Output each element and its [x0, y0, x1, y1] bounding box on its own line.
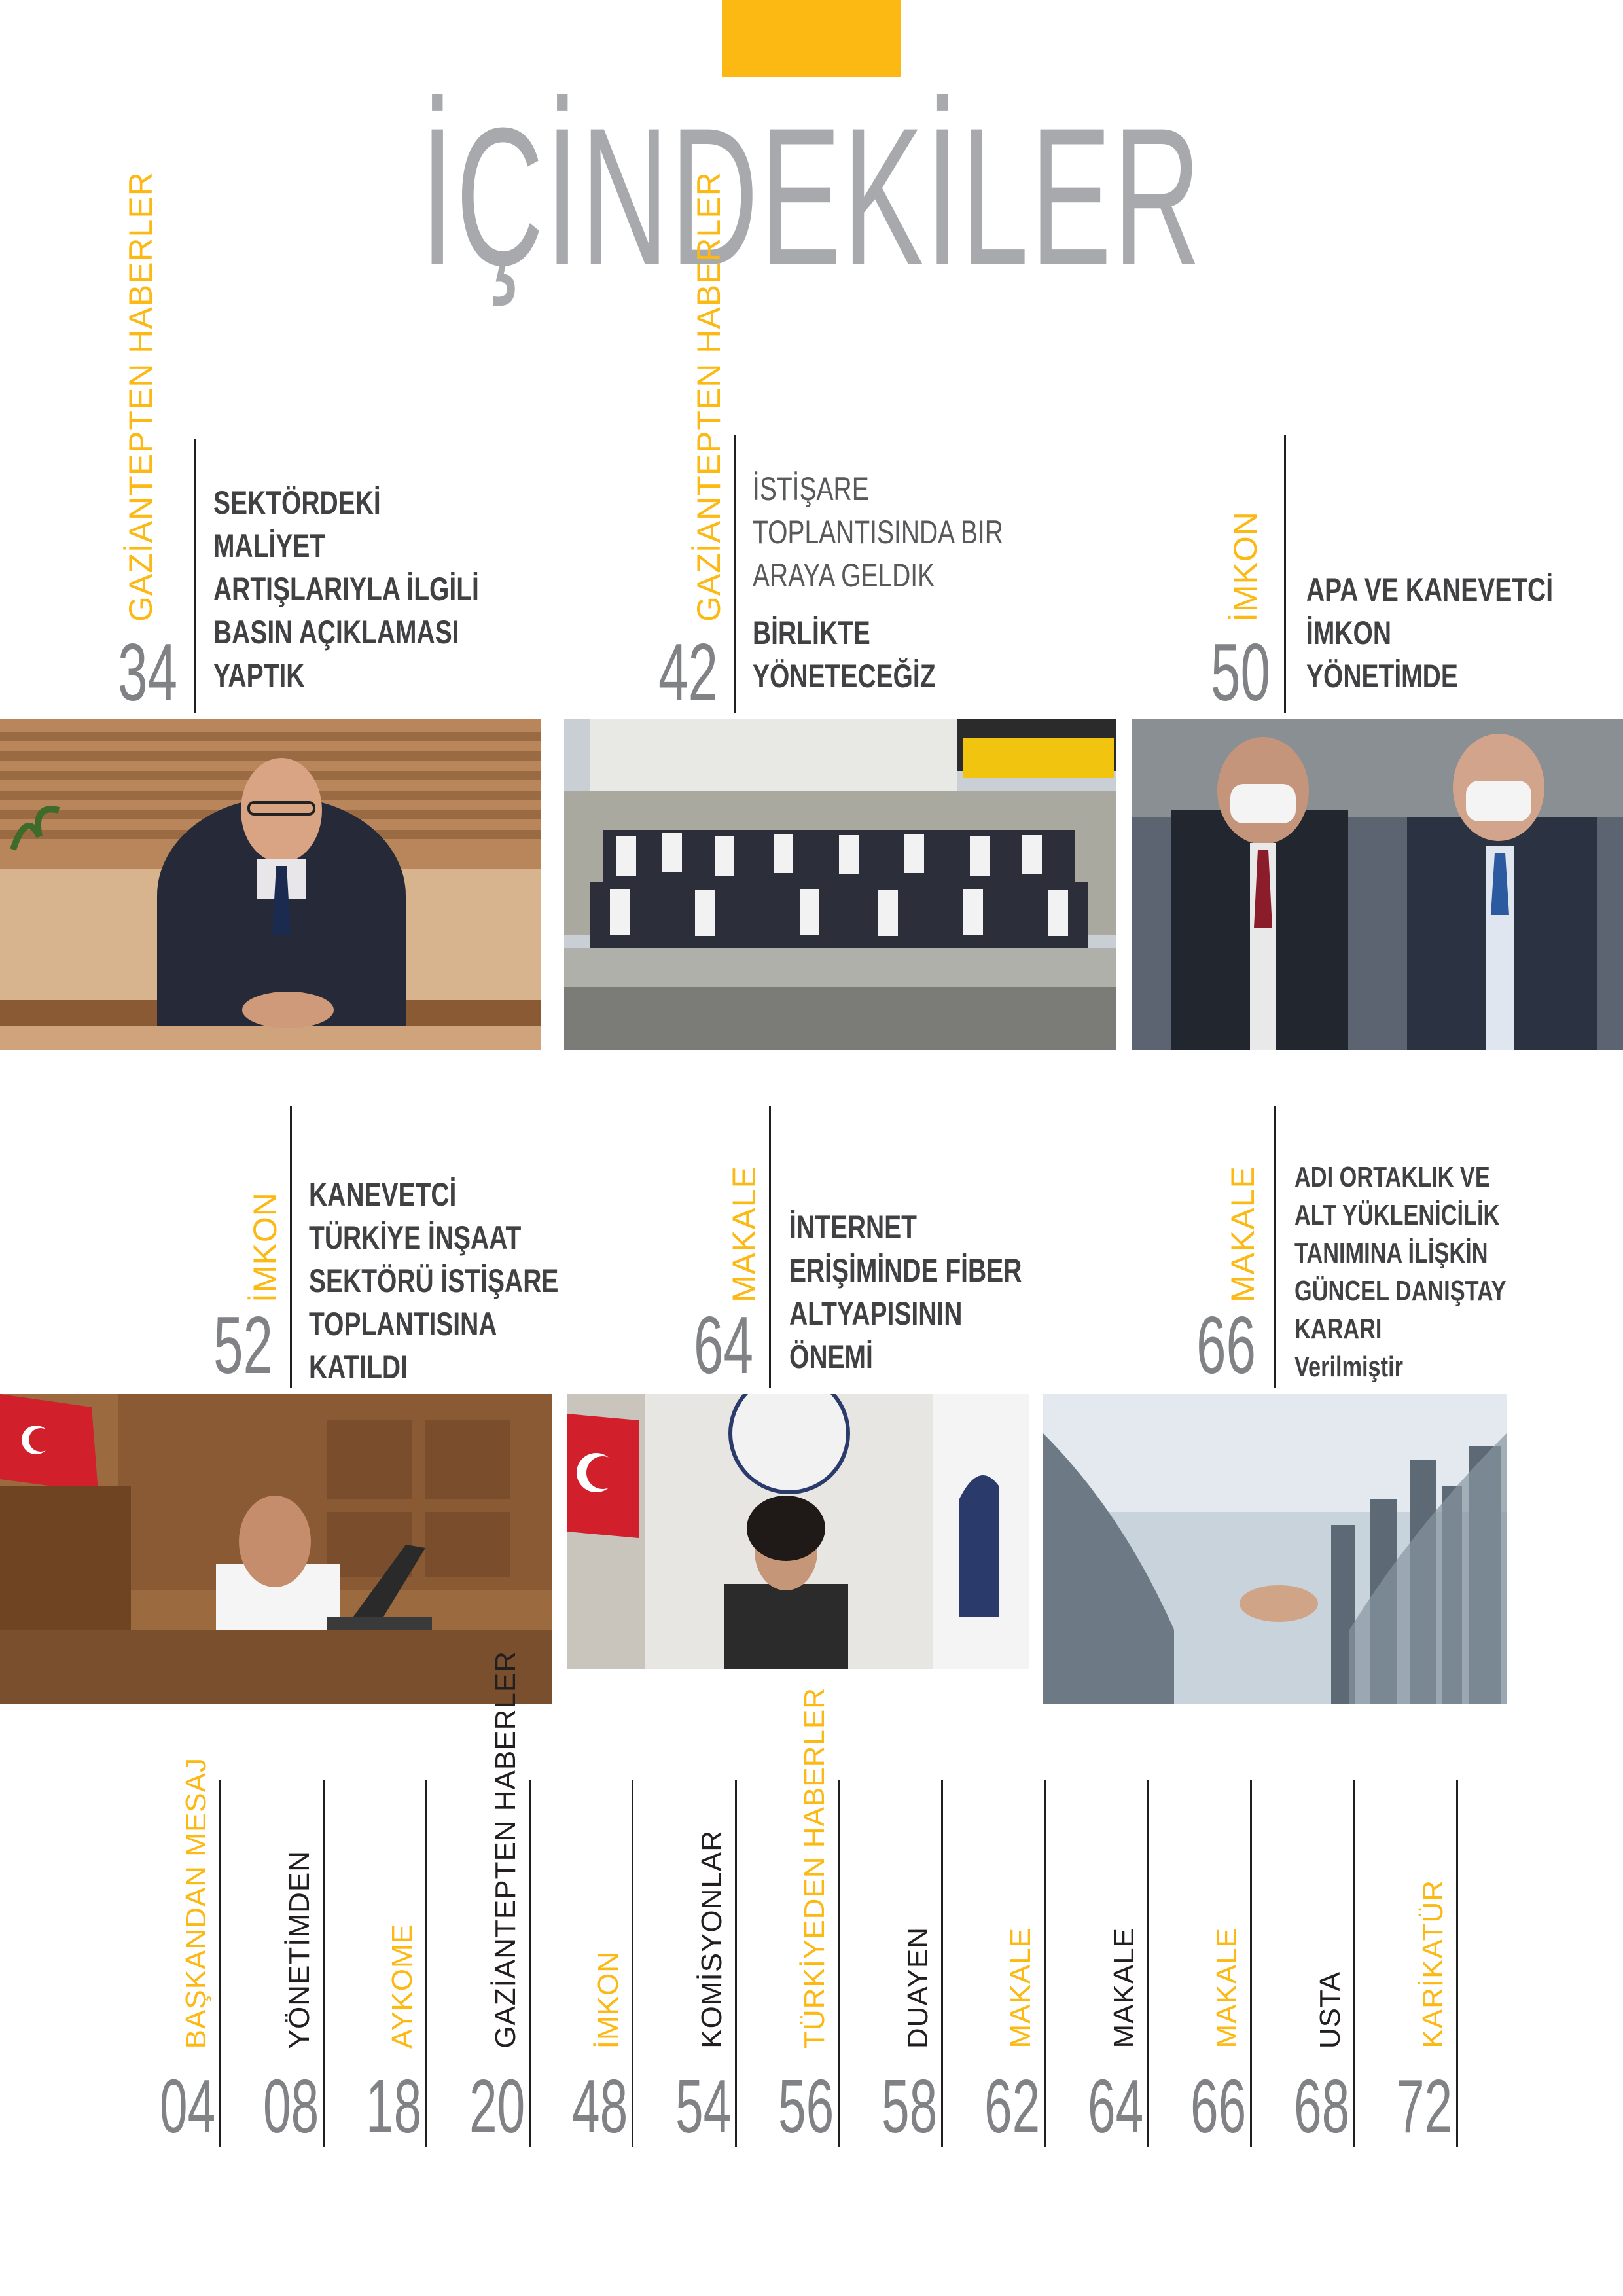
feature-photo[interactable] — [567, 1394, 1029, 1704]
index-page-number[interactable]: 62 — [984, 2064, 1041, 2149]
feature-category: MAKALE — [1224, 1166, 1261, 1302]
index-page-number[interactable]: 48 — [572, 2064, 628, 2149]
index-category[interactable]: DUAYEN — [901, 1926, 934, 2049]
feature-headline-intro[interactable]: İSTİŞARE TOPLANTISINDA BIR ARAYA GELDIK — [753, 471, 1003, 594]
index-divider — [1250, 1780, 1252, 2147]
feature-photo[interactable] — [0, 1394, 552, 1704]
feature-category: İMKON — [247, 1192, 283, 1302]
index-page-number[interactable]: 08 — [262, 2064, 319, 2149]
index-divider — [219, 1780, 221, 2147]
divider-line — [290, 1106, 292, 1388]
feature-photo[interactable] — [0, 719, 541, 1050]
index-page-number[interactable]: 72 — [1397, 2064, 1453, 2149]
divider-line — [1274, 1106, 1276, 1388]
index-category[interactable]: İMKON — [592, 1950, 624, 2049]
index-divider — [1456, 1780, 1458, 2147]
feature-page-number: 42 — [658, 628, 719, 718]
index-page-number[interactable]: 20 — [469, 2064, 525, 2149]
index-divider — [1353, 1780, 1355, 2147]
index-divider — [323, 1780, 325, 2147]
index-category[interactable]: KARİKATÜR — [1417, 1880, 1449, 2049]
feature-headline[interactable]: BİRLİKTE YÖNETECEĞİZ — [753, 615, 936, 694]
index-category[interactable]: GAZİANTEPTEN HABERLER — [489, 1651, 522, 2049]
feature-page-number: 64 — [694, 1300, 754, 1391]
feature-photo[interactable] — [1043, 1394, 1507, 1704]
feature-photo[interactable] — [564, 719, 1116, 1050]
feature-page-number: 50 — [1211, 628, 1271, 718]
index-divider — [941, 1780, 943, 2147]
index-page-number[interactable]: 58 — [881, 2064, 937, 2149]
feature-headline[interactable]: İNTERNET ERİŞİMİNDE FİBER ALTYAPISININ ÖNEMİ — [789, 1209, 1022, 1375]
index-page-number[interactable]: 66 — [1190, 2064, 1247, 2149]
index-divider — [735, 1780, 737, 2147]
index-category[interactable]: YÖNETİMDEN — [283, 1850, 315, 2049]
divider-line — [1284, 435, 1286, 713]
index-page-number[interactable]: 56 — [778, 2064, 834, 2149]
index-category[interactable]: TÜRKİYEDEN HABERLER — [798, 1687, 830, 2049]
page-title: İÇİNDEKİLER — [420, 86, 1203, 306]
laptop-meeting-photo-icon — [0, 1394, 552, 1704]
index-category[interactable]: BAŞKANDAN MESAJ — [180, 1757, 212, 2049]
index-page-number[interactable]: 68 — [1293, 2064, 1349, 2149]
feature-headline[interactable]: SEKTÖRDEKİ MALİYET ARTIŞLARIYLA İLGİLİ BASIN AÇIKLAMASI YAPTIK — [213, 484, 479, 694]
index-divider — [838, 1780, 840, 2147]
index-divider — [1147, 1780, 1149, 2147]
index-category[interactable]: MAKALE — [1005, 1928, 1037, 2049]
feature-page-number: 34 — [118, 628, 178, 718]
office-portrait-photo-icon — [0, 719, 541, 1050]
index-page-number[interactable]: 64 — [1087, 2064, 1143, 2149]
index-category[interactable]: KOMİSYONLAR — [695, 1830, 728, 2049]
index-divider — [1044, 1780, 1046, 2147]
divider-line — [734, 435, 736, 713]
index-category[interactable]: MAKALE — [1211, 1928, 1243, 2049]
accent-bar — [722, 0, 901, 77]
feature-page-number: 52 — [213, 1300, 274, 1391]
feature-headline[interactable]: KANEVETCİ TÜRKİYE İNŞAAT SEKTÖRÜ İSTİŞARE TOPLANTISINA KATILDI — [309, 1176, 559, 1386]
feature-category: GAZİANTEPTEN HABERLER — [122, 171, 159, 622]
index-category[interactable]: AYKOME — [386, 1923, 418, 2049]
feature-headline[interactable]: ADI ORTAKLIK VE ALT YÜKLENİCİLİK TANIMINA İLİŞKİN GÜNCEL DANIŞTAY KARARI Verilmiştir — [1294, 1161, 1507, 1383]
feature-category: GAZİANTEPTEN HABERLER — [690, 171, 727, 622]
feature-headline[interactable]: APA VE KANEVETCİ İMKON YÖNETİMDE — [1306, 571, 1554, 694]
divider-line — [769, 1106, 771, 1388]
divider-line — [194, 439, 196, 713]
group-photo-icon — [564, 719, 1116, 1050]
index-page-number[interactable]: 18 — [366, 2064, 422, 2149]
woman-desk-photo-icon — [567, 1394, 1029, 1704]
index-page-number[interactable]: 54 — [675, 2064, 731, 2149]
two-men-photo-icon — [1132, 719, 1623, 1050]
index-category[interactable]: MAKALE — [1107, 1928, 1140, 2049]
index-divider — [632, 1780, 633, 2147]
index-page-number[interactable]: 04 — [160, 2064, 216, 2149]
feature-photo[interactable] — [1132, 719, 1623, 1050]
feature-category: MAKALE — [726, 1166, 762, 1302]
index-divider — [529, 1780, 531, 2147]
handshake-city-photo-icon — [1043, 1394, 1507, 1704]
index-divider — [425, 1780, 427, 2147]
feature-page-number: 66 — [1196, 1300, 1257, 1391]
index-category[interactable]: USTA — [1313, 1971, 1346, 2049]
feature-category: İMKON — [1227, 511, 1264, 622]
